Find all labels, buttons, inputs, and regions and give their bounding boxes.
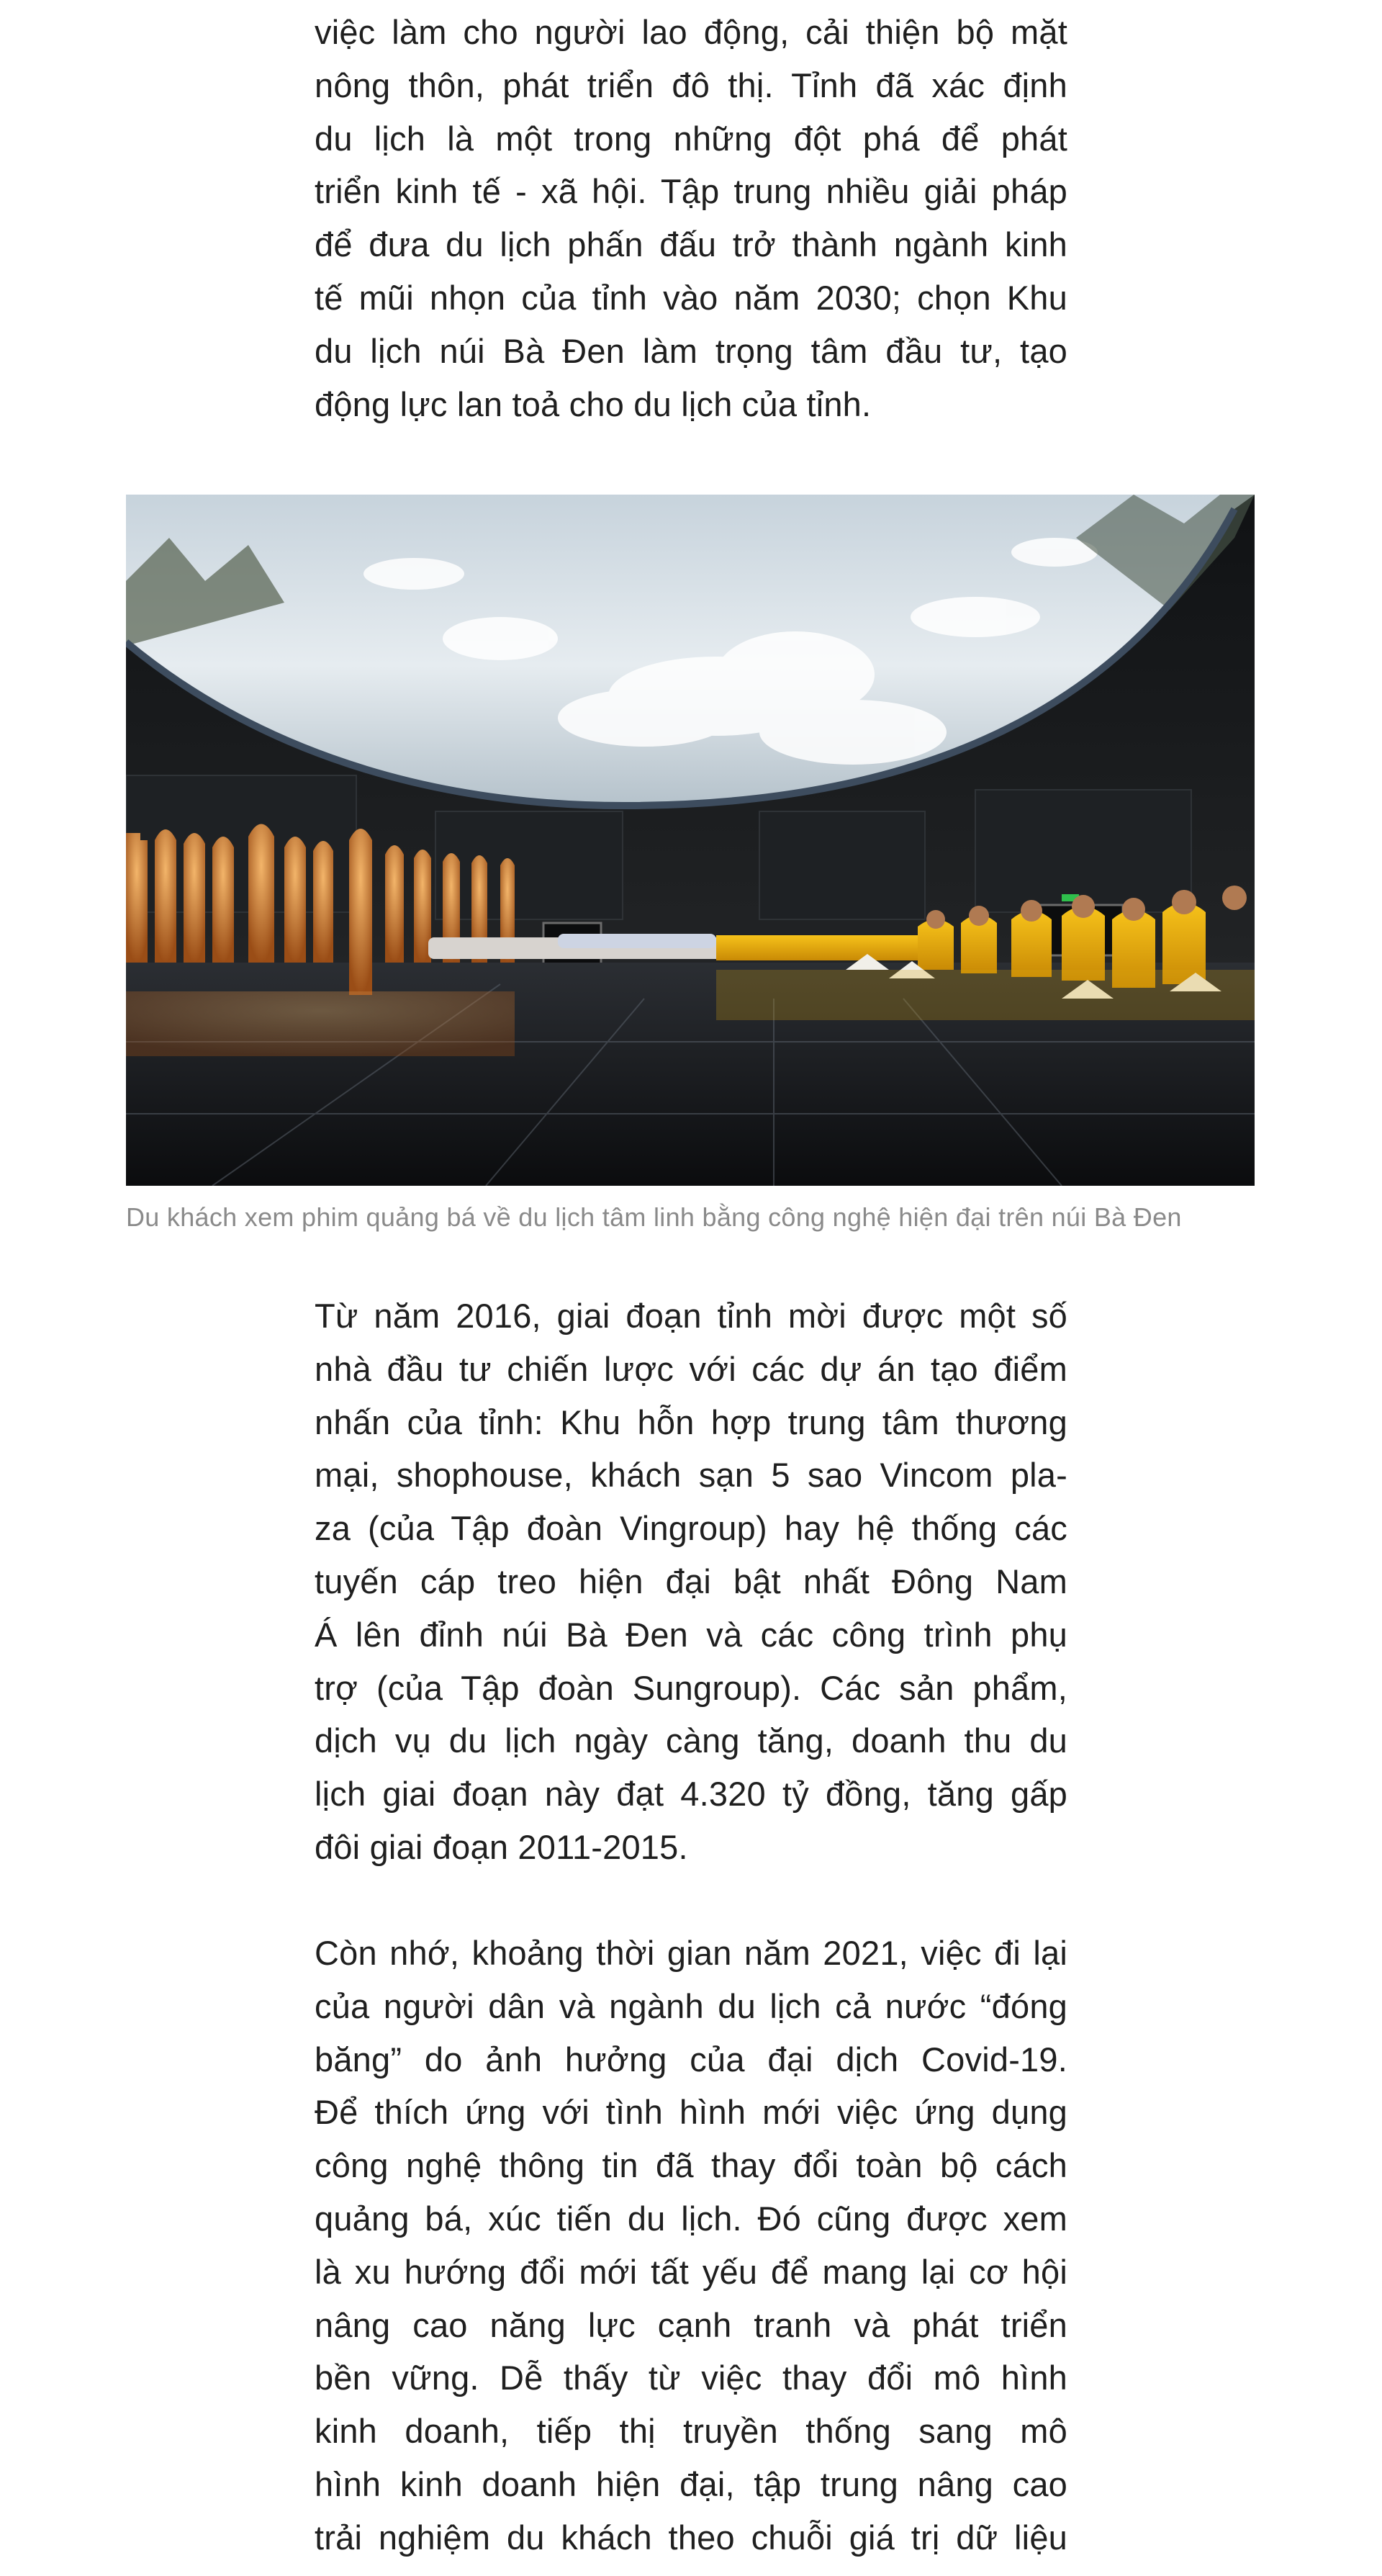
text-line: nông thôn, phát triển đô thị. Tỉnh đã xác định (315, 66, 1067, 104)
photo-caption: Du khách xem phim quảng bá về du lịch tâm linh bằng công nghệ hiện đại trên núi Bà Đen (126, 1202, 1182, 1232)
text-line: nhấn của tỉnh: Khu hỗn hợp trung tâm thương (315, 1402, 1067, 1441)
text-line: hình kinh doanh hiện đại, tập trung nâng cao (315, 2464, 1067, 2503)
text-line: za (của Tập đoàn Vingroup) hay hệ thống các (315, 1509, 1067, 1548)
text-line: băng” do ảnh hưởng của đại dịch Covid-19. (315, 2040, 1067, 2079)
text-line: triển kinh tế - xã hội. Tập trung nhiều giải pháp (315, 172, 1067, 211)
article-paragraph-3 (315, 1927, 1067, 2564)
article-paragraph-1 (315, 6, 1067, 431)
text-line: dịch vụ du lịch ngày càng tăng, doanh thu du (315, 1721, 1067, 1760)
text-line: kinh doanh, tiếp thị truyền thống sang mô (315, 2412, 1067, 2451)
text-line: nhà đầu tư chiến lược với các dự án tạo điểm (315, 1349, 1067, 1388)
text-line: là xu hướng đổi mới tất yếu để mang lại cơ hội (315, 2252, 1067, 2291)
dome-theater-image (126, 495, 1255, 1186)
text-line: tế mũi nhọn của tỉnh vào năm 2030; chọn Khu (315, 278, 1067, 317)
text-line: Á lên đỉnh núi Bà Đen và các công trình phụ (315, 1615, 1067, 1654)
article-photo (126, 495, 1255, 1186)
text-line: bền vững. Dễ thấy từ việc thay đổi mô hình (315, 2359, 1067, 2397)
text-line: công nghệ thông tin đã thay đổi toàn bộ cách (315, 2146, 1067, 2185)
text-line: trợ (của Tập đoàn Sungroup). Các sản phẩm, (315, 1668, 1067, 1707)
text-line: du lịch là một trong những đột phá để phát (315, 119, 1067, 158)
text-line: Để thích ứng với tình hình mới việc ứng dụng (315, 2093, 1067, 2132)
article-paragraph-2 (315, 1289, 1067, 1874)
text-line: trải nghiệm du khách theo chuỗi giá trị dữ liệu (315, 2518, 1067, 2557)
text-line: để đưa du lịch phấn đấu trở thành ngành kinh (315, 225, 1067, 264)
text-line: Còn nhớ, khoảng thời gian năm 2021, việc đi lại (315, 1934, 1067, 1972)
text-line: của người dân và ngành du lịch cả nước “đóng (315, 1986, 1067, 2025)
text-line: du lịch núi Bà Đen làm trọng tâm đầu tư, tạo (315, 331, 1067, 370)
text-line: quảng bá, xúc tiến du lịch. Đó cũng được xem (315, 2199, 1067, 2238)
text-line: động lực lan toả cho du lịch của tỉnh. (315, 384, 872, 423)
text-line: nâng cao năng lực cạnh tranh và phát triển (315, 2305, 1067, 2344)
text-line: đôi giai đoạn 2011-2015. (315, 1827, 688, 1866)
text-line: tuyến cáp treo hiện đại bật nhất Đông Nam (315, 1562, 1067, 1600)
text-line: lịch giai đoạn này đạt 4.320 tỷ đồng, tăng gấp (315, 1775, 1067, 1814)
text-line: Từ năm 2016, giai đoạn tỉnh mời được một số (315, 1297, 1067, 1335)
text-line: mại, shophouse, khách sạn 5 sao Vincom pla- (315, 1456, 1067, 1495)
text-line: việc làm cho người lao động, cải thiện bộ mặt (315, 13, 1067, 51)
